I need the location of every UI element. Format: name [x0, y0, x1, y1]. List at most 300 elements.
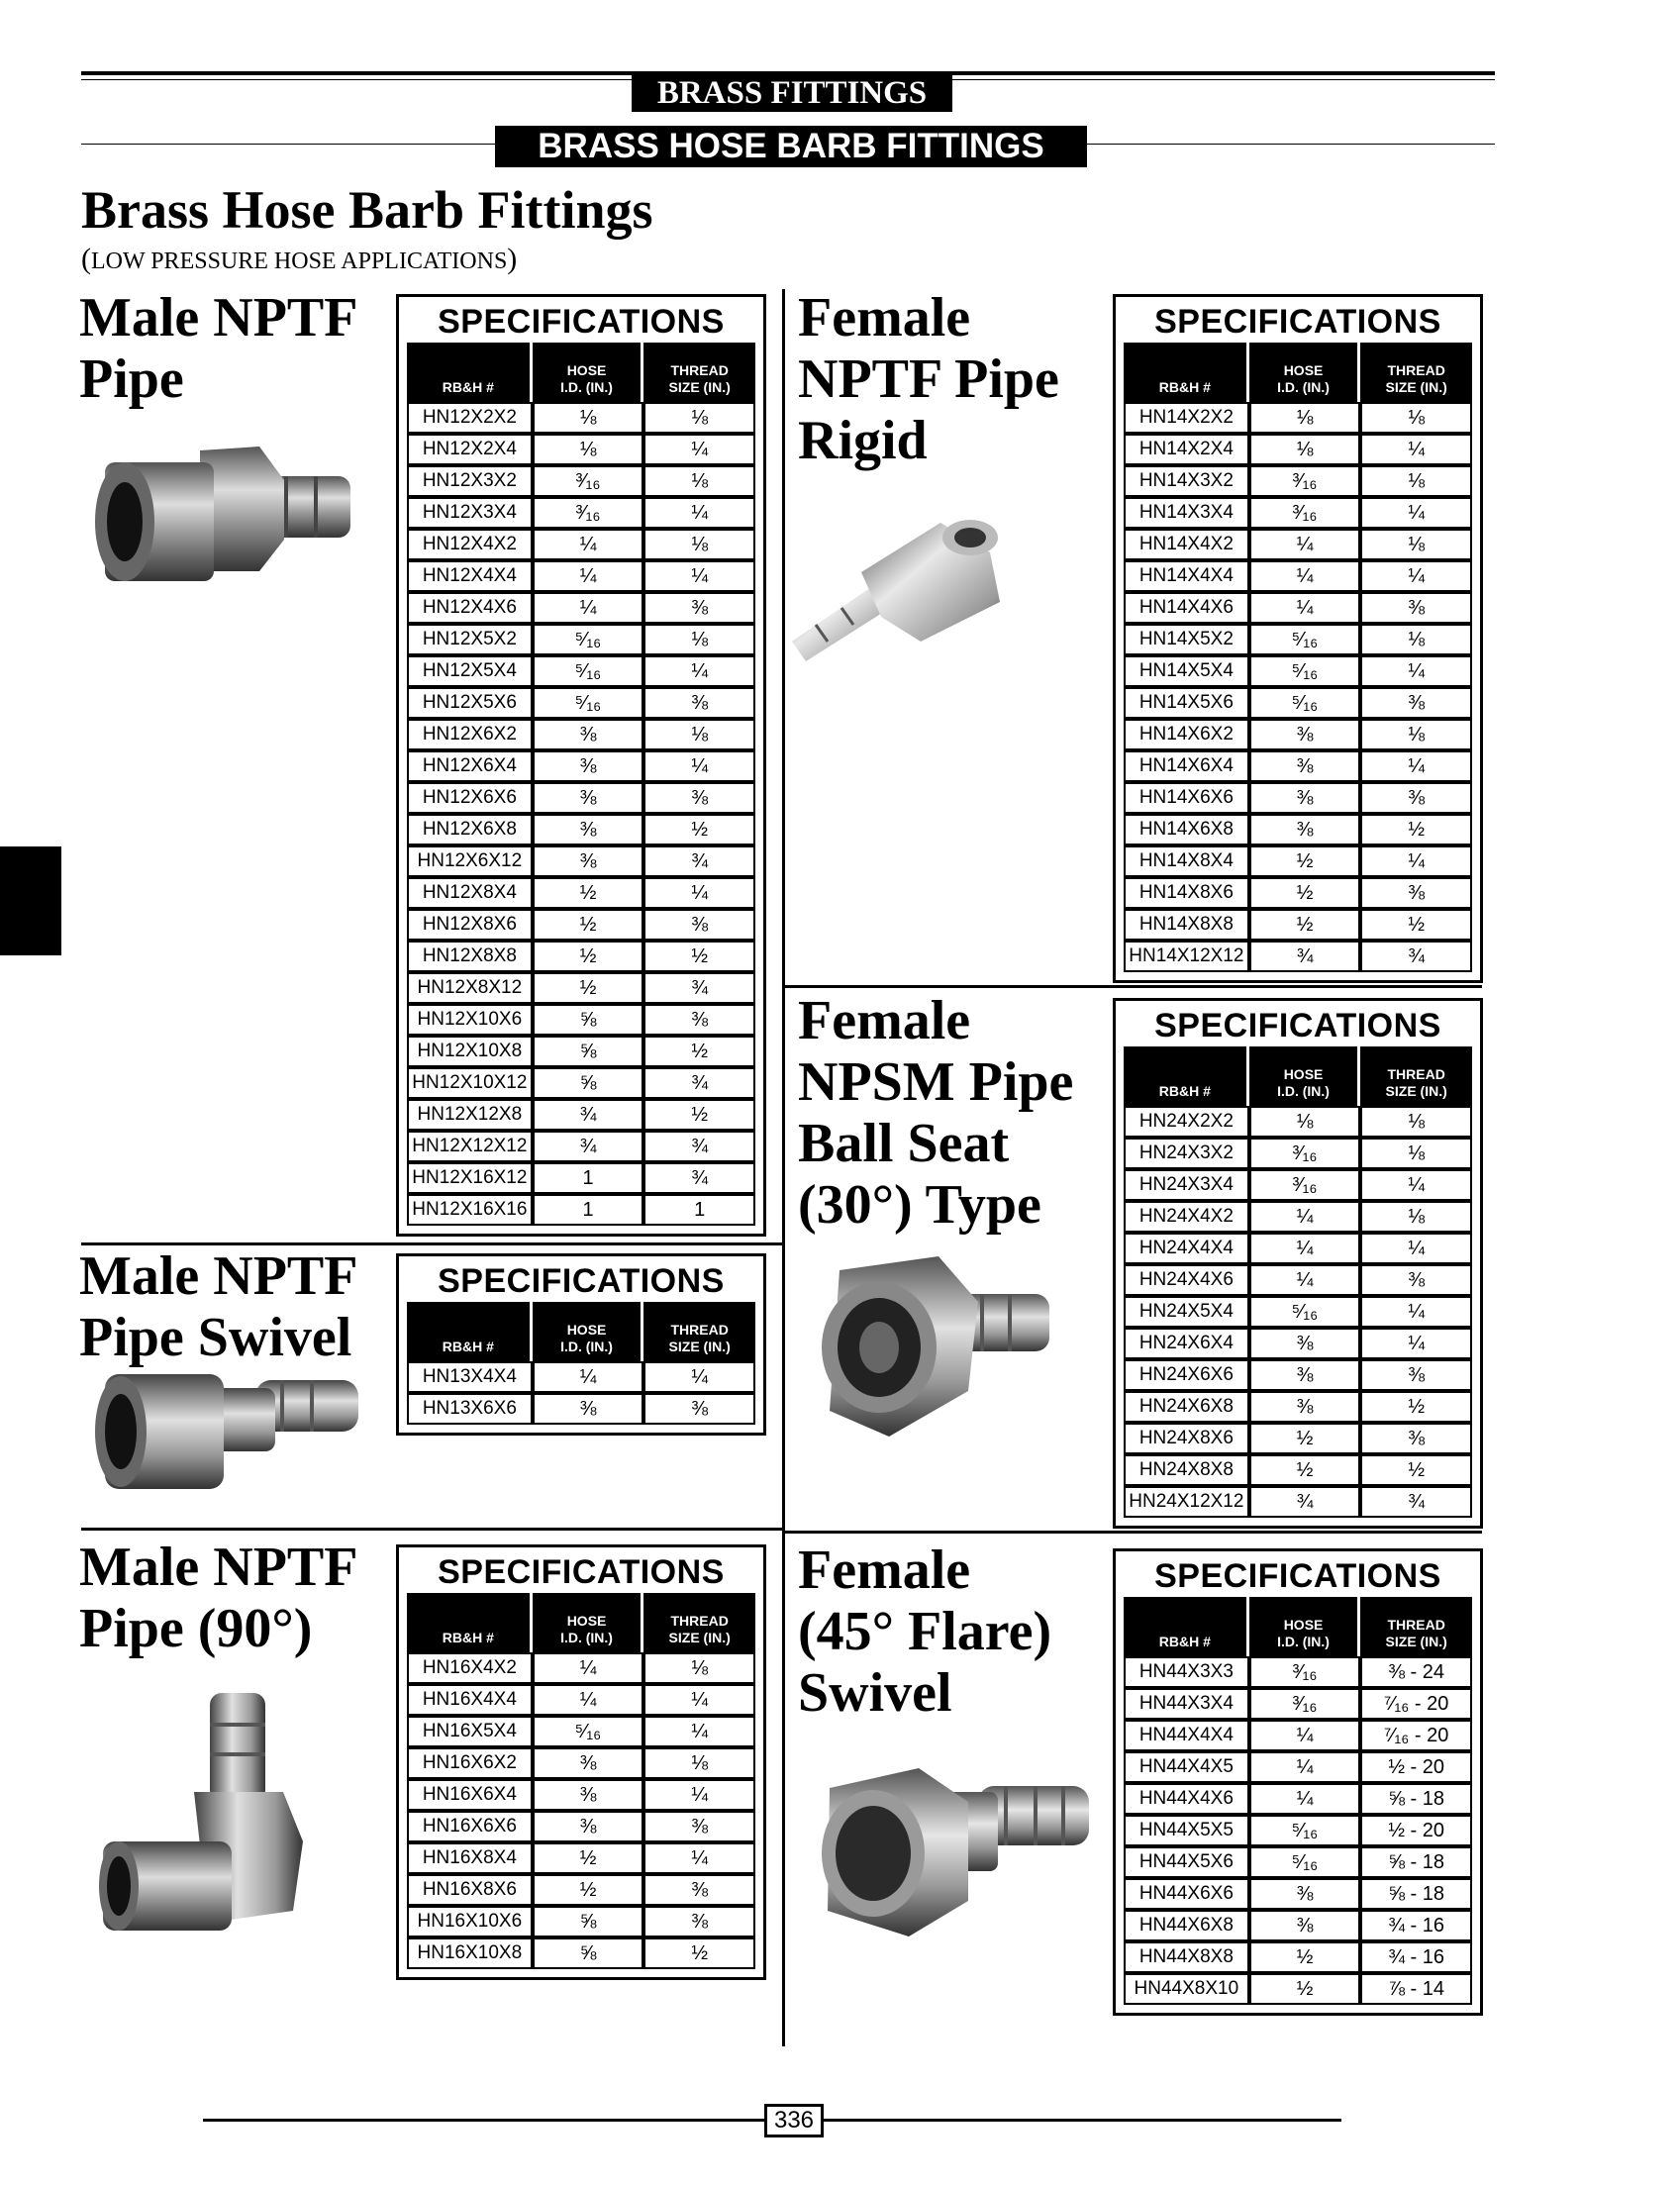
- thread-size-cell: ¼: [643, 877, 755, 909]
- thread-size-cell: ¼: [643, 1684, 755, 1716]
- table-row: [407, 1716, 755, 1747]
- thread-size-cell: ¼: [1360, 1233, 1472, 1264]
- thread-size-cell: ½ - 20: [1360, 1751, 1472, 1783]
- spec-table: [407, 343, 755, 1226]
- thread-size-cell: ⅝ - 18: [1360, 1878, 1472, 1910]
- thread-size-cell: ¼: [643, 1842, 755, 1874]
- col-header-part: RB&H #: [407, 1302, 533, 1361]
- hose-id-cell: ³⁄₁₆: [533, 497, 644, 529]
- part-number-cell: HN14X6X6: [1124, 782, 1249, 814]
- table-row: [407, 1779, 755, 1811]
- hose-id-cell: ¼: [533, 1361, 644, 1393]
- thread-size-cell: ¼: [643, 750, 755, 782]
- col-header-part: RB&H #: [1124, 1597, 1249, 1656]
- part-number-cell: HN12X12X8: [407, 1099, 533, 1131]
- table-row: [1124, 560, 1472, 592]
- hose-id-cell: ⁵⁄₁₆: [533, 655, 644, 687]
- table-row: [1124, 1264, 1472, 1296]
- hose-id-cell: ⅛: [533, 434, 644, 465]
- male-nptf-pipe-fitting-image: [91, 441, 360, 599]
- thread-size-cell: ¼: [1360, 1328, 1472, 1359]
- section-title-female-45-flare-swivel: Female (45° Flare) Swivel: [798, 1539, 1052, 1724]
- part-number-cell: HN12X12X12: [407, 1131, 533, 1162]
- thread-size-cell: ⅜: [643, 1874, 755, 1906]
- hose-id-cell: ¼: [1249, 529, 1361, 560]
- thread-size-cell: ¼: [643, 497, 755, 529]
- col-header-hose: HOSE I.D. (IN.): [533, 343, 644, 402]
- table-row: [407, 1811, 755, 1842]
- table-row: [1124, 1751, 1472, 1783]
- hose-id-cell: ⁵⁄₁₆: [533, 624, 644, 655]
- table-row: [407, 1036, 755, 1067]
- table-row: [1124, 941, 1472, 972]
- part-number-cell: HN16X10X6: [407, 1906, 533, 1937]
- spec-table: [1124, 343, 1472, 972]
- hose-id-cell: ⅛: [533, 402, 644, 434]
- thread-size-cell: ¼: [1360, 1296, 1472, 1328]
- thread-size-cell: ¼: [643, 1361, 755, 1393]
- part-number-cell: HN14X2X2: [1124, 402, 1249, 434]
- hose-id-cell: ¼: [1249, 560, 1361, 592]
- hose-id-cell: ¼: [1249, 1751, 1361, 1783]
- page-number: 336: [764, 2104, 824, 2137]
- part-number-cell: HN44X6X8: [1124, 1910, 1249, 1941]
- thread-size-cell: ¾: [1360, 941, 1472, 972]
- thread-size-cell: ½: [643, 1937, 755, 1969]
- table-row: [1124, 1233, 1472, 1264]
- thread-size-cell: ¼: [643, 1779, 755, 1811]
- col-header-hose: HOSE I.D. (IN.): [533, 1302, 644, 1361]
- part-number-cell: HN24X6X4: [1124, 1328, 1249, 1359]
- table-row: [407, 909, 755, 941]
- thread-size-cell: ⅜: [643, 1906, 755, 1937]
- col-header-hose: HOSE I.D. (IN.): [1249, 1597, 1361, 1656]
- female-nptf-pipe-rigid-fitting-image: [792, 493, 1014, 661]
- part-number-cell: HN16X4X4: [407, 1684, 533, 1716]
- hose-id-cell: ½: [533, 972, 644, 1004]
- table-row: [1124, 719, 1472, 750]
- table-row: [407, 1067, 755, 1099]
- table-row: [407, 972, 755, 1004]
- part-number-cell: HN12X6X6: [407, 782, 533, 814]
- part-number-cell: HN12X8X4: [407, 877, 533, 909]
- part-number-cell: HN12X6X8: [407, 814, 533, 845]
- part-number-cell: HN16X10X8: [407, 1937, 533, 1969]
- hose-id-cell: ³⁄₁₆: [1249, 1169, 1361, 1201]
- table-row: [407, 1099, 755, 1131]
- thread-size-cell: ½: [1360, 909, 1472, 941]
- hose-id-cell: ¼: [1249, 1233, 1361, 1264]
- hose-id-cell: ³⁄₁₆: [1249, 497, 1361, 529]
- table-row: [407, 497, 755, 529]
- thread-size-cell: ⅜: [1360, 1423, 1472, 1454]
- thread-size-cell: ⅛: [643, 529, 755, 560]
- table-row: [407, 877, 755, 909]
- table-row: [407, 1937, 755, 1969]
- table-row: [1124, 1486, 1472, 1518]
- thread-size-cell: ¼: [1360, 750, 1472, 782]
- thread-size-cell: ¼: [1360, 434, 1472, 465]
- table-row: [1124, 1296, 1472, 1328]
- hose-id-cell: ⅝: [533, 1937, 644, 1969]
- thread-size-cell: ¼: [1360, 845, 1472, 877]
- thread-size-cell: ¼: [643, 655, 755, 687]
- part-number-cell: HN14X3X2: [1124, 465, 1249, 497]
- hose-id-cell: ¼: [533, 1652, 644, 1684]
- spec-table: [1124, 1597, 1472, 2005]
- part-number-cell: HN14X6X8: [1124, 814, 1249, 845]
- hose-id-cell: ⅝: [533, 1004, 644, 1036]
- col-header-thread: THREAD SIZE (IN.): [643, 343, 755, 402]
- thread-size-cell: ¼: [643, 1716, 755, 1747]
- page-title: Brass Hose Barb Fittings: [81, 180, 653, 240]
- hose-id-cell: ⅜: [1249, 719, 1361, 750]
- column-divider: [782, 289, 785, 2046]
- spec-table: [407, 1593, 755, 1969]
- hose-id-cell: ½: [533, 941, 644, 972]
- section-title-male-nptf-pipe-90: Male NPTF Pipe (90°): [79, 1537, 358, 1659]
- part-number-cell: HN12X6X2: [407, 719, 533, 750]
- thread-size-cell: ½: [643, 1036, 755, 1067]
- col-header-part: RB&H #: [1124, 1046, 1249, 1106]
- part-number-cell: HN16X8X4: [407, 1842, 533, 1874]
- table-row: [407, 719, 755, 750]
- spec-table-male-nptf-pipe-90: [396, 1544, 766, 1980]
- part-number-cell: HN24X4X6: [1124, 1264, 1249, 1296]
- male-nptf-pipe-90-fitting-image: [95, 1693, 323, 1940]
- hose-id-cell: ⁵⁄₁₆: [1249, 687, 1361, 719]
- hose-id-cell: ⅜: [1249, 1328, 1361, 1359]
- thread-size-cell: ¼: [643, 434, 755, 465]
- part-number-cell: HN14X12X12: [1124, 941, 1249, 972]
- hose-id-cell: ¼: [1249, 592, 1361, 624]
- part-number-cell: HN14X8X8: [1124, 909, 1249, 941]
- part-number-cell: HN24X2X2: [1124, 1106, 1249, 1138]
- spec-table-female-nptf-pipe-rigid: [1113, 294, 1483, 983]
- table-row: [407, 402, 755, 434]
- table-row: [407, 434, 755, 465]
- part-number-cell: HN12X10X6: [407, 1004, 533, 1036]
- table-row: [1124, 1169, 1472, 1201]
- thread-size-cell: ⅜: [1360, 877, 1472, 909]
- thread-size-cell: ⁷⁄₁₆ - 20: [1360, 1720, 1472, 1751]
- table-row: [407, 655, 755, 687]
- specifications-heading: SPECIFICATIONS: [438, 1553, 725, 1591]
- table-row: [1124, 1815, 1472, 1846]
- section-title-male-nptf-pipe-swivel: Male NPTF Pipe Swivel: [79, 1245, 358, 1368]
- thread-size-cell: ¼: [1360, 560, 1472, 592]
- male-nptf-pipe-swivel-fitting-image: [87, 1356, 366, 1505]
- hose-id-cell: ¾: [1249, 941, 1361, 972]
- thread-size-cell: ⅜ - 24: [1360, 1656, 1472, 1688]
- hose-id-cell: ¾: [533, 1131, 644, 1162]
- thread-size-cell: ¾: [643, 1131, 755, 1162]
- thread-size-cell: ⅞ - 14: [1360, 1973, 1472, 2005]
- table-row: [1124, 782, 1472, 814]
- table-row: [1124, 1878, 1472, 1910]
- table-row: [1124, 655, 1472, 687]
- category-banner: BRASS FITTINGS: [632, 75, 952, 112]
- thread-size-cell: ½: [1360, 1391, 1472, 1423]
- thread-size-cell: ⅜: [1360, 687, 1472, 719]
- hose-id-cell: ¾: [1249, 1486, 1361, 1518]
- table-row: [1124, 1941, 1472, 1973]
- thread-size-cell: ⅝ - 18: [1360, 1783, 1472, 1815]
- hose-id-cell: ¼: [1249, 1264, 1361, 1296]
- table-row: [407, 560, 755, 592]
- part-number-cell: HN44X3X4: [1124, 1688, 1249, 1720]
- table-row: [407, 941, 755, 972]
- part-number-cell: HN14X4X6: [1124, 592, 1249, 624]
- part-number-cell: HN44X3X3: [1124, 1656, 1249, 1688]
- part-number-cell: HN14X3X4: [1124, 497, 1249, 529]
- thread-size-cell: ¾: [643, 1067, 755, 1099]
- thread-size-cell: ⅛: [643, 402, 755, 434]
- part-number-cell: HN12X5X4: [407, 655, 533, 687]
- part-number-cell: HN16X6X4: [407, 1779, 533, 1811]
- thread-size-cell: ⅛: [1360, 529, 1472, 560]
- hose-id-cell: ⅜: [533, 719, 644, 750]
- female-45-flare-swivel-fitting-image: [810, 1762, 1097, 1940]
- part-number-cell: HN12X6X12: [407, 845, 533, 877]
- part-number-cell: HN12X2X4: [407, 434, 533, 465]
- col-header-part: RB&H #: [407, 1593, 533, 1652]
- thread-size-cell: ⅜: [1360, 782, 1472, 814]
- thread-size-cell: ⅜: [1360, 1359, 1472, 1391]
- hose-id-cell: ³⁄₁₆: [1249, 1138, 1361, 1169]
- hose-id-cell: ¼: [1249, 1783, 1361, 1815]
- part-number-cell: HN14X2X4: [1124, 434, 1249, 465]
- part-number-cell: HN12X10X12: [407, 1067, 533, 1099]
- hose-id-cell: ⁵⁄₁₆: [1249, 624, 1361, 655]
- thread-size-cell: ½: [643, 941, 755, 972]
- part-number-cell: HN12X3X4: [407, 497, 533, 529]
- part-number-cell: HN24X6X6: [1124, 1359, 1249, 1391]
- hose-id-cell: ⅜: [1249, 1391, 1361, 1423]
- hose-id-cell: ½: [533, 1842, 644, 1874]
- thread-size-cell: ⅜: [643, 909, 755, 941]
- table-row: [1124, 1106, 1472, 1138]
- hose-id-cell: ⅛: [1249, 434, 1361, 465]
- part-number-cell: HN24X4X2: [1124, 1201, 1249, 1233]
- hose-id-cell: ¼: [1249, 1201, 1361, 1233]
- part-number-cell: HN12X8X12: [407, 972, 533, 1004]
- hose-id-cell: ⅝: [533, 1036, 644, 1067]
- table-row: [1124, 814, 1472, 845]
- hose-id-cell: ¼: [533, 1684, 644, 1716]
- hose-id-cell: ⁵⁄₁₆: [1249, 1846, 1361, 1878]
- part-number-cell: HN24X4X4: [1124, 1233, 1249, 1264]
- hose-id-cell: ⅝: [533, 1067, 644, 1099]
- thread-size-cell: ¼: [1360, 1169, 1472, 1201]
- table-row: [1124, 1656, 1472, 1688]
- hose-id-cell: ³⁄₁₆: [1249, 1656, 1361, 1688]
- part-number-cell: HN14X5X4: [1124, 655, 1249, 687]
- hose-id-cell: ½: [1249, 909, 1361, 941]
- table-row: [1124, 909, 1472, 941]
- thread-size-cell: ¾ - 16: [1360, 1941, 1472, 1973]
- thread-size-cell: ⅜: [643, 592, 755, 624]
- spec-table-female-npsm-ball-seat: [1113, 998, 1483, 1529]
- thread-size-cell: ½: [1360, 1454, 1472, 1486]
- specifications-heading: SPECIFICATIONS: [438, 1262, 725, 1300]
- table-row: [407, 782, 755, 814]
- spec-table-male-nptf-pipe-swivel: [396, 1253, 766, 1436]
- hose-id-cell: ⅛: [1249, 402, 1361, 434]
- part-number-cell: HN16X4X2: [407, 1652, 533, 1684]
- part-number-cell: HN13X6X6: [407, 1393, 533, 1425]
- table-row: [1124, 1454, 1472, 1486]
- thread-size-cell: ⅛: [1360, 719, 1472, 750]
- table-row: [1124, 497, 1472, 529]
- part-number-cell: HN24X8X6: [1124, 1423, 1249, 1454]
- part-number-cell: HN44X4X4: [1124, 1720, 1249, 1751]
- page-subtitle: (LOW PRESSURE HOSE APPLICATIONS): [81, 243, 518, 275]
- hose-id-cell: ⅜: [533, 845, 644, 877]
- part-number-cell: HN14X5X2: [1124, 624, 1249, 655]
- thread-size-cell: ½: [643, 814, 755, 845]
- part-number-cell: HN14X5X6: [1124, 687, 1249, 719]
- hose-id-cell: ¼: [533, 592, 644, 624]
- section-title-female-npsm-ball-seat: Female NPSM Pipe Ball Seat (30°) Type: [798, 990, 1074, 1236]
- hose-id-cell: ½: [1249, 1973, 1361, 2005]
- table-row: [1124, 1973, 1472, 2005]
- table-row: [1124, 1328, 1472, 1359]
- part-number-cell: HN14X4X2: [1124, 529, 1249, 560]
- part-number-cell: HN16X5X4: [407, 1716, 533, 1747]
- specifications-heading: SPECIFICATIONS: [1154, 1557, 1441, 1595]
- table-row: [407, 814, 755, 845]
- thread-size-cell: ½: [1360, 814, 1472, 845]
- table-row: [407, 750, 755, 782]
- table-row: [1124, 877, 1472, 909]
- thread-size-cell: ¾: [643, 972, 755, 1004]
- hose-id-cell: ³⁄₁₆: [533, 465, 644, 497]
- table-row: [407, 592, 755, 624]
- thread-size-cell: ⅜: [1360, 592, 1472, 624]
- specifications-heading: SPECIFICATIONS: [1154, 303, 1441, 341]
- table-row: [407, 1004, 755, 1036]
- part-number-cell: HN12X2X2: [407, 402, 533, 434]
- hose-id-cell: ³⁄₁₆: [1249, 465, 1361, 497]
- section-title-female-nptf-pipe-rigid: Female NPTF Pipe Rigid: [798, 287, 1059, 471]
- table-row: [1124, 1783, 1472, 1815]
- part-number-cell: HN14X8X4: [1124, 845, 1249, 877]
- hose-id-cell: ½: [533, 877, 644, 909]
- part-number-cell: HN12X4X6: [407, 592, 533, 624]
- col-header-thread: THREAD SIZE (IN.): [1360, 1046, 1472, 1106]
- col-header-thread: THREAD SIZE (IN.): [1360, 343, 1472, 402]
- table-row: [407, 1194, 755, 1226]
- table-row: [1124, 687, 1472, 719]
- hose-id-cell: ⅜: [533, 1811, 644, 1842]
- spec-table-male-nptf-pipe: [396, 294, 766, 1237]
- specifications-heading: SPECIFICATIONS: [438, 303, 725, 341]
- right-separator-1: [785, 985, 1482, 988]
- part-number-cell: HN44X5X5: [1124, 1815, 1249, 1846]
- hose-id-cell: ⅝: [533, 1906, 644, 1937]
- table-row: [1124, 845, 1472, 877]
- thread-size-cell: ⅜: [643, 1004, 755, 1036]
- part-number-cell: HN12X16X16: [407, 1194, 533, 1226]
- table-row: [407, 1393, 755, 1425]
- hose-id-cell: ¾: [533, 1099, 644, 1131]
- female-npsm-ball-seat-fitting-image: [810, 1252, 1057, 1440]
- thread-size-cell: ⅛: [1360, 624, 1472, 655]
- table-row: [1124, 1720, 1472, 1751]
- right-separator-2: [785, 1531, 1482, 1534]
- thread-size-cell: ⅜: [643, 687, 755, 719]
- part-number-cell: HN44X5X6: [1124, 1846, 1249, 1878]
- table-row: [1124, 434, 1472, 465]
- table-row: [407, 624, 755, 655]
- part-number-cell: HN44X8X8: [1124, 1941, 1249, 1973]
- col-header-hose: HOSE I.D. (IN.): [533, 1593, 644, 1652]
- subcategory-banner: BRASS HOSE BARB FITTINGS: [495, 126, 1087, 167]
- table-row: [407, 1162, 755, 1194]
- thread-size-cell: ½: [643, 1099, 755, 1131]
- table-row: [407, 1361, 755, 1393]
- thread-size-cell: ⁷⁄₁₆ - 20: [1360, 1688, 1472, 1720]
- part-number-cell: HN24X8X8: [1124, 1454, 1249, 1486]
- part-number-cell: HN24X6X8: [1124, 1391, 1249, 1423]
- hose-id-cell: ¼: [533, 560, 644, 592]
- hose-id-cell: ⅜: [533, 1393, 644, 1425]
- hose-id-cell: ¼: [1249, 1720, 1361, 1751]
- table-row: [1124, 592, 1472, 624]
- part-number-cell: HN24X5X4: [1124, 1296, 1249, 1328]
- table-row: [1124, 1359, 1472, 1391]
- thread-size-cell: ⅜: [643, 1811, 755, 1842]
- col-header-hose: HOSE I.D. (IN.): [1249, 343, 1361, 402]
- part-number-cell: HN12X16X12: [407, 1162, 533, 1194]
- part-number-cell: HN14X8X6: [1124, 877, 1249, 909]
- part-number-cell: HN44X8X10: [1124, 1973, 1249, 2005]
- thread-size-cell: ⅜: [1360, 1264, 1472, 1296]
- table-row: [407, 1906, 755, 1937]
- hose-id-cell: ¼: [533, 529, 644, 560]
- hose-id-cell: ⁵⁄₁₆: [533, 687, 644, 719]
- table-row: [407, 1874, 755, 1906]
- part-number-cell: HN16X8X6: [407, 1874, 533, 1906]
- table-row: [407, 1652, 755, 1684]
- part-number-cell: HN12X10X8: [407, 1036, 533, 1067]
- table-row: [407, 687, 755, 719]
- table-row: [1124, 1201, 1472, 1233]
- thread-size-cell: ⅛: [1360, 1138, 1472, 1169]
- hose-id-cell: ⅛: [1249, 1106, 1361, 1138]
- part-number-cell: HN44X4X5: [1124, 1751, 1249, 1783]
- table-row: [1124, 1846, 1472, 1878]
- part-number-cell: HN24X12X12: [1124, 1486, 1249, 1518]
- hose-id-cell: ⅜: [533, 1779, 644, 1811]
- hose-id-cell: ⅜: [533, 782, 644, 814]
- hose-id-cell: ⁵⁄₁₆: [1249, 1296, 1361, 1328]
- hose-id-cell: ½: [1249, 877, 1361, 909]
- table-row: [1124, 750, 1472, 782]
- table-row: [1124, 1423, 1472, 1454]
- hose-id-cell: ⅜: [1249, 814, 1361, 845]
- part-number-cell: HN14X6X2: [1124, 719, 1249, 750]
- thread-size-cell: ⅛: [1360, 402, 1472, 434]
- table-row: [407, 845, 755, 877]
- hose-id-cell: ⅜: [1249, 1878, 1361, 1910]
- col-header-thread: THREAD SIZE (IN.): [1360, 1597, 1472, 1656]
- thread-size-cell: ⅛: [643, 624, 755, 655]
- hose-id-cell: ⅜: [1249, 782, 1361, 814]
- thread-size-cell: ¼: [1360, 655, 1472, 687]
- part-number-cell: HN12X5X6: [407, 687, 533, 719]
